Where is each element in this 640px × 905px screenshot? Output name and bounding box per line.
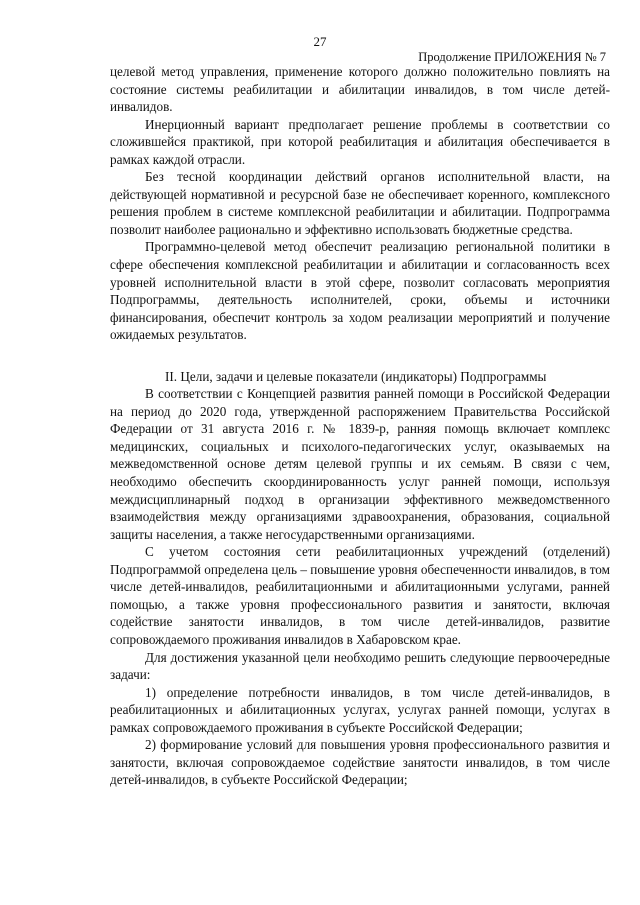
list-item: 2) формирование условий для повышения уровня профессионального развития и занятости, включая сопровождаемое содействие занятости инвалидов, в том числе детей-инвалидов, в субъекте Российской Федерации; <box>110 737 610 788</box>
document-body <box>110 63 610 789</box>
page-number: 27 <box>313 34 327 49</box>
list-item: 1) определение потребности инвалидов, в том числе детей-инвалидов, в реабилитационных и абилитационных услугах, услугах ранней помощи, услугах в рамках сопровождаемого проживания в субъекте Российской Федерации; <box>110 684 610 735</box>
section-heading: II. Цели, задачи и целевые показатели (индикаторы) Подпрограммы <box>165 368 547 384</box>
paragraph: В соответствии с Концепцией развития ранней помощи в Российской Федерации на период до 2020 года, утвержденной распоряжением Правительства Российской Федерации от 31 августа 2016 г. № 1839-р, ранняя помощь включает комплекс медицинских, социальных и психолого-педагогических услуг, оказываемых на межведомственной основе детям целевой группы и их семьям. В связи с чем, необходимо обеспечить скоординированность услуг ранней помощи, используя междисциплинарный подход в организации эффективного межведомственного взаимодействия между организациями здравоохранения, образования, социальной защиты населения, а также негосударственными организациями. <box>110 386 610 542</box>
paragraph: Без тесной координации действий органов исполнительной власти, на действующей нормативной и ресурсной базе не обеспечивает коренного, комплексного решения проблем в системе комплексной реабилитации и абилитации. Подпрограмма позволит наиболее рационально и эффективно использовать бюджетные средства. <box>110 169 610 237</box>
paragraph: С учетом состояния сети реабилитационных учреждений (отделений) Подпрограммой определена цель – повышение уровня обеспеченности инвалидов, в том числе детей-инвалидов, реабилитационными и абилитационными услугами, ранней помощью, а также уровня профессионального развития и занятости, включая содействие занятости инвалидов, в том числе детей-инвалидов, развитие сопровождаемого проживания инвалидов в Хабаровском крае. <box>110 544 610 647</box>
paragraph: целевой метод управления, применение которого должно положительно повлиять на состояние системы реабилитации и абилитации инвалидов, в том числе детей-инвалидов. <box>110 64 610 115</box>
paragraph: Программно-целевой метод обеспечит реализацию региональной политики в сфере обеспечения комплексной реабилитации и абилитации и согласованность всех уровней исполнительной власти в этой сфере, позволит согласовать мероприятия Подпрограммы, деятельность исполнителей, сроки, объемы и источники финансирования, обеспечит контроль за ходом реализации мероприятий и получение ожидаемых результатов. <box>110 239 610 343</box>
paragraph: Инерционный вариант предполагает решение проблемы в соответствии со сложившейся практикой, при которой реабилитация и абилитация обеспечивается в рамках каждой отрасли. <box>110 116 610 167</box>
paragraph: Для достижения указанной цели необходимо решить следующие первоочередные задачи: <box>110 649 610 683</box>
appendix-note: Продолжение ПРИЛОЖЕНИЯ № 7 <box>418 50 606 64</box>
